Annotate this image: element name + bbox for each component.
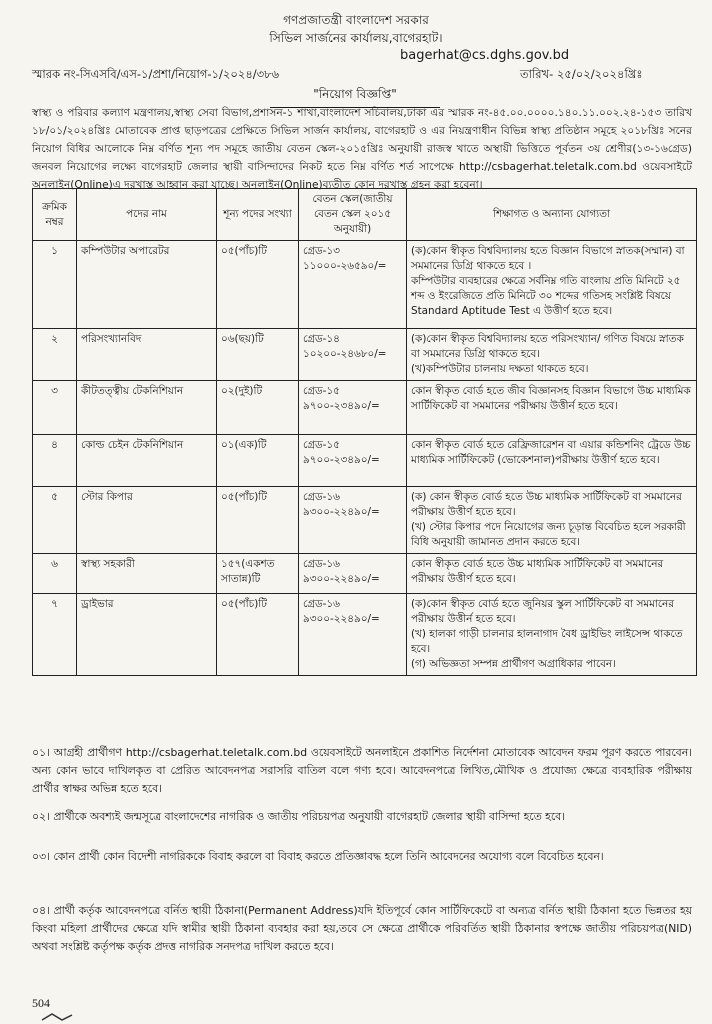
page-number: 504 [32,996,50,1010]
row-scale: ৯৭০০-২৩৪৯০/= [303,454,380,466]
row-scale: ৯৩০০-২২৪৯০/= [303,506,380,518]
row-vacancy-count: ০৫(পাঁচ)টি [217,241,299,329]
row-vacancy-count: ০৫(পাঁচ)টি [217,487,299,554]
header-qualification: শিক্ষাগত ও অন্যান্য যোগ্যতা [407,189,697,241]
row-grade: গ্রেড-১৬ [303,598,340,610]
row-grade: গ্রেড-১৬ [303,491,340,503]
row-pay-scale [299,594,407,676]
row-qualification [407,487,697,554]
row-serial: ৩ [33,381,77,435]
row-vacancy-count: ০১(এক)টি [217,435,299,487]
qualification-line: (ক)কোন স্বীকৃত বিশ্ববিদ্যালয় হতে বিজ্ঞান বিভাগে স্নাতক(সম্মান) বা সমমানের ডিগ্রি থাকতে হবে । [411,245,685,272]
office-title: সিভিল সার্জনের কার্যালয়,বাগেরহাট। [269,31,443,45]
qualification-line: (খ) হালকা গাড়ী চালনার হালনাগাদ বৈধ ড্রাইভিং লাইসেন্স থাকতে হবে। [411,628,683,655]
header-post: পদের নাম [77,189,217,241]
row-grade: গ্রেড-১৫ [303,385,340,397]
row-pay-scale [299,435,407,487]
table-row [33,241,697,329]
header-serial: ক্রমিক নম্বর [33,189,77,241]
table-header-row [33,189,697,241]
row-post-name: ড্রাইভার [77,594,217,676]
qualification-line: (খ)কম্পিউটার চালনায় দক্ষতা থাকতে হবে। [411,363,589,375]
row-serial: ৪ [33,435,77,487]
pen-mark-icon [40,1012,80,1022]
row-serial: ৫ [33,487,77,554]
row-pay-scale [299,241,407,329]
row-scale: ৯৭০০-২৩৪৯০/= [303,400,380,412]
row-grade: গ্রেড-১৫ [303,439,340,451]
row-pay-scale [299,554,407,594]
qualification-line: (গ) অভিজ্ঞতা সম্পন্ন প্রার্থীগণ অগ্রাধিকার পাবেন। [411,658,616,670]
table-row [33,329,697,381]
row-post-name: পরিসংখ্যানবিদ [77,329,217,381]
row-vacancy-count: ১৫৭(একশত সাতান্ন)টি [217,554,299,594]
gov-title: গণপ্রজাতন্ত্রী বাংলাদেশ সরকার [283,13,429,27]
row-scale: ৯৩০০-২২৪৯০/= [303,613,380,625]
qualification-line: (খ) স্টোর কিপার পদে নিয়োগের জন্য চূড়ান্ত বিবেচিত হলে সরকারী বিধি অনুযায়ী জামানত প্রদান করতে হবে। [411,521,686,548]
row-qualification [407,381,697,435]
qualification-line: (ক)কোন স্বীকৃত বোর্ড হতে জুনিয়র স্কুল সার্টিফিকেট বা সমমানের পরীক্ষায় উত্তীর্ন হতে হবে। [411,598,674,625]
qualification-line: কোন স্বীকৃত বোর্ড হতে উচ্চ মাধ্যমিক সার্টিফিকেট বা সমমানের পরীক্ষায় উত্তীর্ণ হতে হবে। [411,558,664,585]
row-vacancy-count: ০৬(ছয়)টি [217,329,299,381]
header-scale: বেতন স্কেল(জাতীয় বেতন স্কেল ২০১৫ অনুযায়ী) [299,189,407,241]
note-3: ০৩। কোন প্রার্থী কোন বিদেশী নাগরিককে বিবাহ করলে বা বিবাহ করতে প্রতিজ্ঞাবদ্ধ হলে তিনি আবেদনের অযোগ্য বলে বিবেচিত হবেন। [32,850,604,863]
row-scale: ৯৩০০-২২৪৯০/= [303,573,380,585]
table-row [33,435,697,487]
note-2: ০২। প্রার্থীকে অবশ্যই জন্মসূত্রে বাংলাদেশের নাগরিক ও জাতীয় পরিচয়পত্র অনুযায়ী বাগেরহাট জেলার স্থায়ী বাসিন্দা হতে হবে। [32,810,566,823]
note-4: ০৪। প্রার্থী কর্তৃক আবেদনপত্রে বর্নিত স্থায়ী ঠিকানা(Permanent Address)যদি ইতিপূর্বে কোন সার্টিফিকেটে বা অন্যত্র বর্নিত স্থায়ী ঠিকানা হতে ভিন্নতর হয় কিংবা মহিলা প্রার্থীদের ক্ষেত্রে যদি স্বামীর স্থায়ী ঠিকানা ব্যবহার করা হয়,তবে সে ক্ষেত্রে প্রার্থীকে পরিবর্তিত স্থায়ী ঠিকানার স্বপক্ষে জাতীয় পরিচয়পত্র(NID) অথবা সংশ্লিষ্ট কর্তৃপক্ষ কর্তৃক প্রদত্ত নাগরিক সনদপত্র দাখিল করতে হবে। [32,904,692,953]
row-vacancy-count: ০৫(পাঁচ)টি [217,594,299,676]
row-post-name: স্বাস্থ্য সহকারী [77,554,217,594]
notice-title: "নিয়োগ বিজ্ঞপ্তি" [270,86,440,108]
row-qualification [407,435,697,487]
qualification-line: কোন স্বীকৃত বোর্ড হতে রেফ্রিজারেশন বা এয়ার কন্ডিশনিং ট্রেডে উচ্চ মাধ্যমিক সার্টিফিকেট (ভোকেশনাল)পরীক্ষায় উত্তীর্ণ হতে হবে। [411,439,691,466]
row-pay-scale [299,487,407,554]
row-serial: ৭ [33,594,77,676]
row-serial: ১ [33,241,77,329]
row-qualification [407,594,697,676]
table-row [33,594,697,676]
row-serial: ৬ [33,554,77,594]
row-grade: গ্রেড-১৪ [303,333,340,345]
intro-paragraph: স্বাস্থ্য ও পরিবার কল্যাণ মন্ত্রণালয়,স্বাস্থ্য সেবা বিভাগ,প্রশাসন-১ শাখা,বাংলাদেশ সচিবালয়,ঢাকা এর স্মারক নং-৪৫.০০.০০০০.১৪০.১১.০০২.২৪-১৫৩ তারিখ ১৮/০১/২০২৪খ্রিঃ মোতাবেক প্রাপ্ত ছাড়পত্রের প্রেক্ষিতে সিভিল সার্জন কার্যালয়, বাগেরহাট ও এর নিয়ন্ত্রণাধীন বিভিন্ন স্বাস্থ্য প্রতিষ্ঠান সমূহে ২০১৮খ্রিঃ সনের নিয়োগ বিধির আলোকে নিম্ন বর্ণিত শূন্য পদ সমূহে জাতীয় বেতন স্কেল-২০১৫খ্রিঃ অনুযায়ী রাজস্ব খাতে অস্থায়ী ভিত্তিতে পূর্বতন ৩য় শ্রেণীর(১৩-১৬গ্রেড) জনবল নিয়োগের লক্ষ্যে বাগেরহাট জেলার স্থায়ী বাসিন্দাদের নিকট হতে নিম্ন বর্ণিত শর্ত সাপেক্ষে http://csbagerhat.teletalk.com.bd ওয়েবসাইটে অনলাইন(Online)এ দরখাস্ত আহ্বান করা যাচ্ছে। অনলাইন(Online)ব্যতীত কোন দরখাস্ত গ্রহন করা হবেনা। [32,107,692,191]
row-vacancy-count: ০২(দুই)টি [217,381,299,435]
row-serial: ২ [33,329,77,381]
vacancy-table [32,188,697,676]
issue-date: তারিখ- ২৫/০২/২০২৪খ্রিঃ [520,67,643,81]
row-grade: গ্রেড-১৩ [303,245,340,257]
row-grade: গ্রেড-১৬ [303,558,340,570]
table-row [33,554,697,594]
row-pay-scale [299,329,407,381]
note-1: ০১। আগ্রহী প্রার্থীগণ http://csbagerhat.teletalk.com.bd ওয়েবসাইটে অনলাইনে প্রকাশিত নির্দেশনা মোতাবেক আবেদন ফরম পূরণ করতে পারবেন। অন্য কোন ভাবে দাখিলকৃত বা প্রেরিত আবেদনপত্র সরাসরি বাতিল বলে গণ্য হবে। আবেদনপত্রে লিখিত,মৌখিক ও প্রযোজ্য ক্ষেত্রে ব্যবহারিক পরীক্ষায় প্রার্থীর স্বাক্ষর অভিন্ন হতে হবে। [32,746,692,795]
qualification-line: (ক)কোন স্বীকৃত বিশ্ববিদ্যালয় হতে পরিসংখ্যান/ গণিত বিষয়ে স্নাতক বা সমমানের ডিগ্রি থাকতে হবে। [411,333,684,360]
row-qualification [407,554,697,594]
row-scale: ১১০০০-২৬৫৯০/= [303,260,387,272]
qualification-line: (ক) কোন স্বীকৃত বোর্ড হতে উচ্চ মাধ্যমিক সার্টিফিকেট বা সমমানের পরীক্ষায় উত্তীর্ণ হতে হবে। [411,491,682,518]
qualification-line: কোন স্বীকৃত বোর্ড হতে জীব বিজ্ঞানসহ বিজ্ঞান বিভাগে উচ্চ মাধ্যমিক সার্টিফিকেট বা সমমানের পরীক্ষায় উত্তীর্ন হতে হবে। [411,385,691,412]
row-post-name: স্টোর কিপার [77,487,217,554]
qualification-line: কম্পিউটার ব্যবহারের ক্ষেত্রে সর্বনিম্ন গতি বাংলায় প্রতি মিনিটে ২৫ শব্দ ও ইংরেজিতে প্রতি মিনিটে ৩০ শব্দের গতিসহ সংশ্লিষ্ট বিষয়ে Standard Aptitude Test এ উত্তীর্ণ হতে হবে। [411,275,681,317]
row-scale: ১০২০০-২৪৬৮০/= [303,348,387,360]
table-row [33,381,697,435]
header-count: শূন্য পদের সংখ্যা [217,189,299,241]
table-row [33,487,697,554]
memo-number: স্মারক নং-সিএসবি/এস-১/প্রশা/নিয়োগ-১/২০২৪/৩৮৬ [32,67,280,81]
row-post-name: কীটতত্ত্বীয় টেকনিশিয়ান [77,381,217,435]
row-qualification [407,241,697,329]
row-qualification [407,329,697,381]
office-email: bagerhat@cs.dghs.gov.bd [400,48,570,63]
row-post-name: কম্পিউটার অপারেটর [77,241,217,329]
row-post-name: কোল্ড চেইন টেকনিশিয়ান [77,435,217,487]
row-pay-scale [299,381,407,435]
